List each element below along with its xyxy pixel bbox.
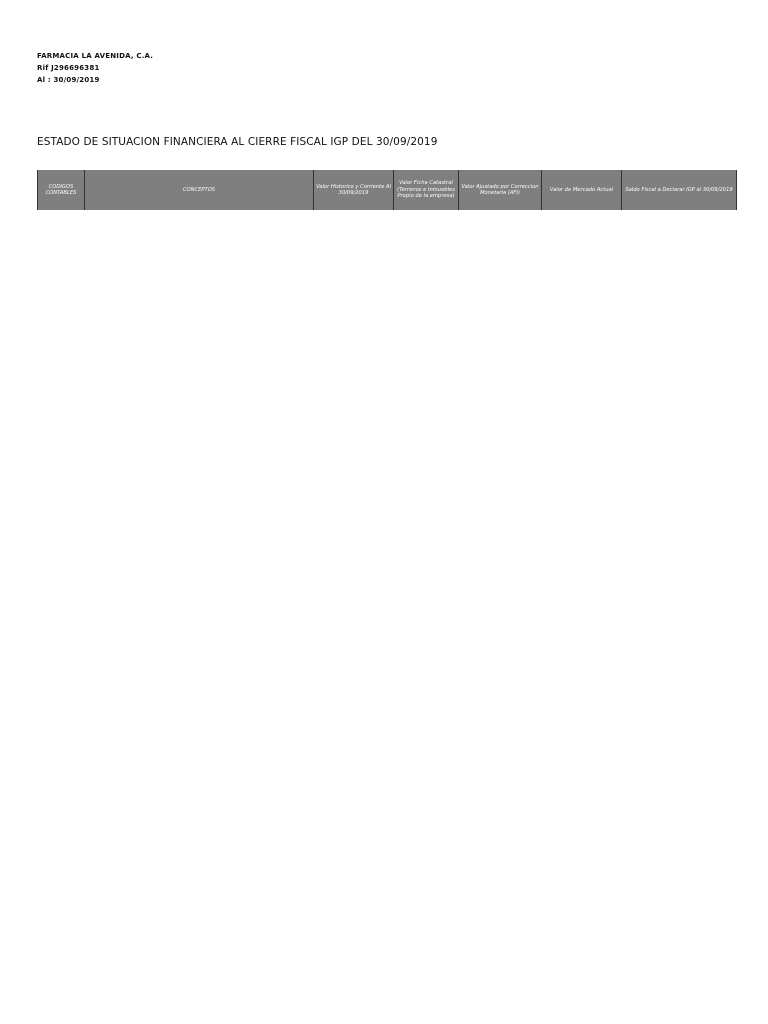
company-name: FARMACIA LA AVENIDA, C.A. [37,52,154,60]
column-header-fiscal: Saldo Fiscal a Declarar IGP al 30/09/2019 [621,170,737,210]
column-header-concepts: CONCEPTOS [84,170,313,210]
company-header [37,50,153,86]
document-title: ESTADO DE SITUACION FINANCIERA AL CIERRE FISCAL IGP DEL 30/09/2019 [37,136,438,148]
column-header-market: Valor de Mercado Actual [541,170,621,210]
column-header-ficha: Valor Ficha Catastral (Terrenos e Inmuebles Propio de la empresa) [393,170,458,210]
report-date: Al : 30/09/2019 [37,76,100,84]
column-header-historic: Valor Historico y Corriente Al 30/09/2019 [313,170,393,210]
column-header-codes: CODIGOS CONTABLES [37,170,84,210]
company-rif: Rif J296696381 [37,64,100,72]
column-header-adjusted: Valor Ajustado por Correccion Monetaria (AFI) [458,170,541,210]
